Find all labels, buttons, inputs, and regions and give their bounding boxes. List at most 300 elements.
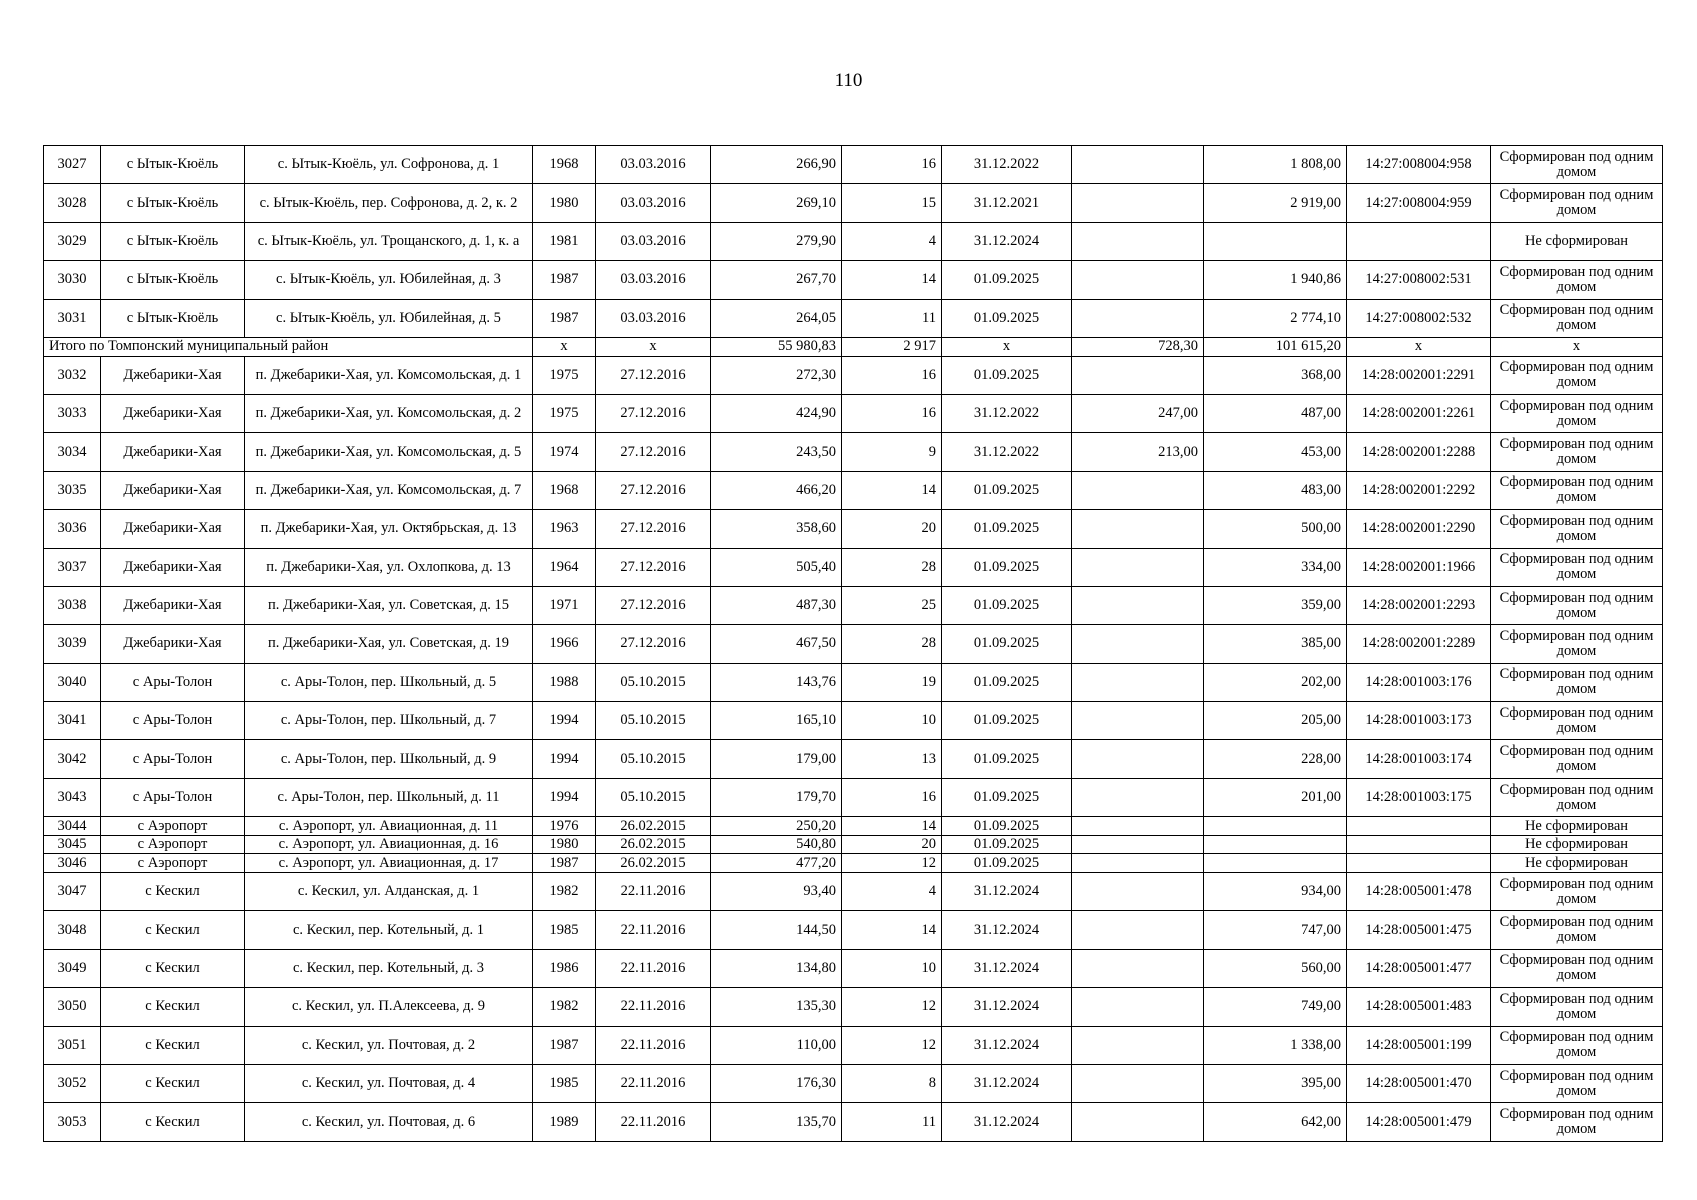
address-cell: с. Кескил, пер. Котельный, д. 1 (245, 911, 533, 949)
date-cell: 26.02.2015 (596, 817, 711, 836)
year-cell: 1994 (533, 778, 596, 816)
row-number: 3040 (44, 663, 101, 701)
row-number: 3032 (44, 356, 101, 394)
settlement-cell: с Ары-Толон (101, 778, 245, 816)
status-cell: Сформирован под одним домом (1491, 1103, 1663, 1141)
residents-cell: 8 (842, 1064, 942, 1102)
value-cell (1072, 184, 1204, 222)
status-cell: Сформирован под одним домом (1491, 1064, 1663, 1102)
table-row (44, 702, 1663, 740)
status-cell: Сформирован под одним домом (1491, 740, 1663, 778)
area-cell: 466,20 (711, 471, 842, 509)
row-number: 3030 (44, 261, 101, 299)
area-cell: 135,70 (711, 1103, 842, 1141)
value-cell (1072, 222, 1204, 260)
page-number: 110 (834, 70, 863, 91)
area-cell: 179,70 (711, 778, 842, 816)
address-cell: с. Ытык-Кюёль, ул. Софронова, д. 1 (245, 146, 533, 184)
cadastral-number-cell: 14:28:002001:2289 (1347, 625, 1491, 663)
settlement-cell: с Аэропорт (101, 835, 245, 854)
total-area: 55 980,83 (711, 337, 842, 356)
settlement-cell: с Аэропорт (101, 854, 245, 873)
area-cell: 279,90 (711, 222, 842, 260)
row-number: 3052 (44, 1064, 101, 1102)
address-cell: с. Кескил, ул. Почтовая, д. 2 (245, 1026, 533, 1064)
deadline-cell: 01.09.2025 (942, 835, 1072, 854)
residents-cell: 11 (842, 299, 942, 337)
date-cell: 03.03.2016 (596, 299, 711, 337)
date-cell: 27.12.2016 (596, 394, 711, 432)
value-cell (1072, 146, 1204, 184)
land-area-cell: 385,00 (1204, 625, 1347, 663)
address-cell: с. Кескил, ул. П.Алексеева, д. 9 (245, 988, 533, 1026)
area-cell: 135,30 (711, 988, 842, 1026)
status-cell: Сформирован под одним домом (1491, 261, 1663, 299)
land-area-cell: 359,00 (1204, 586, 1347, 624)
date-cell: 22.11.2016 (596, 988, 711, 1026)
deadline-cell: 31.12.2022 (942, 146, 1072, 184)
row-number: 3029 (44, 222, 101, 260)
value-cell (1072, 854, 1204, 873)
cadastral-number-cell: 14:28:002001:2290 (1347, 510, 1491, 548)
address-cell: с. Аэропорт, ул. Авиационная, д. 11 (245, 817, 533, 836)
row-number: 3043 (44, 778, 101, 816)
status-cell: Сформирован под одним домом (1491, 394, 1663, 432)
status-cell: Сформирован под одним домом (1491, 988, 1663, 1026)
area-cell: 110,00 (711, 1026, 842, 1064)
settlement-cell: с Кескил (101, 1103, 245, 1141)
settlement-cell: с Ытык-Кюёль (101, 184, 245, 222)
settlement-cell: Джебарики-Хая (101, 510, 245, 548)
table-row (44, 586, 1663, 624)
status-cell: Сформирован под одним домом (1491, 548, 1663, 586)
status-cell: Сформирован под одним домом (1491, 873, 1663, 911)
row-number: 3041 (44, 702, 101, 740)
table-row (44, 625, 1663, 663)
area-cell: 424,90 (711, 394, 842, 432)
deadline-cell: 01.09.2025 (942, 548, 1072, 586)
address-cell: с. Аэропорт, ул. Авиационная, д. 16 (245, 835, 533, 854)
table-row (44, 949, 1663, 987)
address-cell: п. Джебарики-Хая, ул. Охлопкова, д. 13 (245, 548, 533, 586)
cadastral-number-cell (1347, 835, 1491, 854)
table-row (44, 299, 1663, 337)
value-cell (1072, 261, 1204, 299)
year-cell: 1971 (533, 586, 596, 624)
land-area-cell: 642,00 (1204, 1103, 1347, 1141)
value-cell (1072, 873, 1204, 911)
land-area-cell: 2 774,10 (1204, 299, 1347, 337)
area-cell: 243,50 (711, 433, 842, 471)
cadastral-number-cell: 14:28:002001:2293 (1347, 586, 1491, 624)
area-cell: 179,00 (711, 740, 842, 778)
area-cell: 505,40 (711, 548, 842, 586)
cadastral-number-cell: 14:28:002001:2291 (1347, 356, 1491, 394)
residents-cell: 12 (842, 988, 942, 1026)
area-cell: 144,50 (711, 911, 842, 949)
status-cell: Сформирован под одним домом (1491, 702, 1663, 740)
cadastral-number-cell: 14:28:005001:483 (1347, 988, 1491, 1026)
address-cell: с. Ытык-Кюёль, пер. Софронова, д. 2, к. 2 (245, 184, 533, 222)
status-cell: Сформирован под одним домом (1491, 778, 1663, 816)
cadastral-number-cell (1347, 854, 1491, 873)
land-area-cell: 368,00 (1204, 356, 1347, 394)
year-cell: 1975 (533, 394, 596, 432)
table-row (44, 548, 1663, 586)
cadastral-number-cell: 14:28:005001:479 (1347, 1103, 1491, 1141)
row-number: 3050 (44, 988, 101, 1026)
cadastral-number-cell: 14:28:002001:1966 (1347, 548, 1491, 586)
row-number: 3028 (44, 184, 101, 222)
value-cell (1072, 702, 1204, 740)
residents-cell: 14 (842, 817, 942, 836)
value-cell (1072, 548, 1204, 586)
total-status: х (1491, 337, 1663, 356)
date-cell: 27.12.2016 (596, 356, 711, 394)
residents-cell: 16 (842, 394, 942, 432)
address-cell: п. Джебарики-Хая, ул. Советская, д. 15 (245, 586, 533, 624)
date-cell: 22.11.2016 (596, 911, 711, 949)
settlement-cell: Джебарики-Хая (101, 625, 245, 663)
value-cell (1072, 1103, 1204, 1141)
date-cell: 22.11.2016 (596, 949, 711, 987)
status-cell: Сформирован под одним домом (1491, 1026, 1663, 1064)
table-row (44, 510, 1663, 548)
address-cell: п. Джебарики-Хая, ул. Комсомольская, д. 5 (245, 433, 533, 471)
table-row (44, 873, 1663, 911)
year-cell: 1963 (533, 510, 596, 548)
total-deadline: х (942, 337, 1072, 356)
deadline-cell: 31.12.2024 (942, 1026, 1072, 1064)
total-value: 728,30 (1072, 337, 1204, 356)
year-cell: 1985 (533, 1064, 596, 1102)
year-cell: 1981 (533, 222, 596, 260)
date-cell: 22.11.2016 (596, 1103, 711, 1141)
value-cell (1072, 356, 1204, 394)
date-cell: 03.03.2016 (596, 146, 711, 184)
area-cell: 176,30 (711, 1064, 842, 1102)
residents-cell: 4 (842, 222, 942, 260)
date-cell: 27.12.2016 (596, 433, 711, 471)
row-number: 3037 (44, 548, 101, 586)
address-cell: с. Кескил, ул. Почтовая, д. 6 (245, 1103, 533, 1141)
value-cell (1072, 586, 1204, 624)
year-cell: 1968 (533, 471, 596, 509)
status-cell: Не сформирован (1491, 854, 1663, 873)
date-cell: 05.10.2015 (596, 740, 711, 778)
row-number: 3053 (44, 1103, 101, 1141)
deadline-cell: 01.09.2025 (942, 778, 1072, 816)
land-area-cell: 747,00 (1204, 911, 1347, 949)
cadastral-number-cell: 14:27:008002:532 (1347, 299, 1491, 337)
settlement-cell: Джебарики-Хая (101, 356, 245, 394)
value-cell (1072, 663, 1204, 701)
land-area-cell: 500,00 (1204, 510, 1347, 548)
housing-registry-table (43, 145, 1663, 1142)
row-number: 3046 (44, 854, 101, 873)
residents-cell: 14 (842, 471, 942, 509)
value-cell (1072, 911, 1204, 949)
residents-cell: 20 (842, 510, 942, 548)
residents-cell: 12 (842, 1026, 942, 1064)
address-cell: п. Джебарики-Хая, ул. Комсомольская, д. 1 (245, 356, 533, 394)
year-cell: 1987 (533, 261, 596, 299)
residents-cell: 14 (842, 261, 942, 299)
settlement-cell: с Кескил (101, 873, 245, 911)
total-residents: 2 917 (842, 337, 942, 356)
cadastral-number-cell (1347, 817, 1491, 836)
row-number: 3044 (44, 817, 101, 836)
deadline-cell: 31.12.2024 (942, 911, 1072, 949)
cadastral-number-cell: 14:28:005001:478 (1347, 873, 1491, 911)
land-area-cell: 2 919,00 (1204, 184, 1347, 222)
row-number: 3038 (44, 586, 101, 624)
date-cell: 03.03.2016 (596, 222, 711, 260)
land-area-cell (1204, 835, 1347, 854)
row-number: 3031 (44, 299, 101, 337)
year-cell: 1994 (533, 702, 596, 740)
cadastral-number-cell: 14:28:005001:470 (1347, 1064, 1491, 1102)
settlement-cell: с Ары-Толон (101, 702, 245, 740)
table-row (44, 778, 1663, 816)
area-cell: 467,50 (711, 625, 842, 663)
land-area-cell (1204, 854, 1347, 873)
area-cell: 264,05 (711, 299, 842, 337)
cadastral-number-cell: 14:28:002001:2288 (1347, 433, 1491, 471)
table-row (44, 222, 1663, 260)
residents-cell: 4 (842, 873, 942, 911)
year-cell: 1966 (533, 625, 596, 663)
year-cell: 1987 (533, 1026, 596, 1064)
cadastral-number-cell: 14:28:002001:2292 (1347, 471, 1491, 509)
land-area-cell: 201,00 (1204, 778, 1347, 816)
address-cell: с. Ары-Толон, пер. Школьный, д. 5 (245, 663, 533, 701)
land-area-cell: 934,00 (1204, 873, 1347, 911)
residents-cell: 15 (842, 184, 942, 222)
year-cell: 1968 (533, 146, 596, 184)
cadastral-number-cell: 14:28:001003:176 (1347, 663, 1491, 701)
row-number: 3033 (44, 394, 101, 432)
year-cell: 1976 (533, 817, 596, 836)
value-cell (1072, 778, 1204, 816)
status-cell: Сформирован под одним домом (1491, 663, 1663, 701)
land-area-cell: 205,00 (1204, 702, 1347, 740)
settlement-cell: с Ытык-Кюёль (101, 299, 245, 337)
deadline-cell: 01.09.2025 (942, 854, 1072, 873)
settlement-cell: с Ары-Толон (101, 663, 245, 701)
address-cell: п. Джебарики-Хая, ул. Октябрьская, д. 13 (245, 510, 533, 548)
address-cell: с. Ытык-Кюёль, ул. Юбилейная, д. 5 (245, 299, 533, 337)
deadline-cell: 31.12.2024 (942, 949, 1072, 987)
address-cell: с. Ары-Толон, пер. Школьный, д. 9 (245, 740, 533, 778)
settlement-cell: Джебарики-Хая (101, 548, 245, 586)
settlement-cell: с Кескил (101, 911, 245, 949)
total-year: х (533, 337, 596, 356)
year-cell: 1974 (533, 433, 596, 471)
status-cell: Не сформирован (1491, 835, 1663, 854)
residents-cell: 12 (842, 854, 942, 873)
deadline-cell: 01.09.2025 (942, 261, 1072, 299)
land-area-cell (1204, 817, 1347, 836)
year-cell: 1964 (533, 548, 596, 586)
status-cell: Сформирован под одним домом (1491, 949, 1663, 987)
address-cell: с. Ары-Толон, пер. Школьный, д. 11 (245, 778, 533, 816)
table-row (44, 356, 1663, 394)
table-row (44, 261, 1663, 299)
cadastral-number-cell: 14:28:005001:477 (1347, 949, 1491, 987)
land-area-cell: 334,00 (1204, 548, 1347, 586)
deadline-cell: 31.12.2024 (942, 873, 1072, 911)
date-cell: 27.12.2016 (596, 510, 711, 548)
area-cell: 165,10 (711, 702, 842, 740)
settlement-cell: с Аэропорт (101, 817, 245, 836)
year-cell: 1987 (533, 854, 596, 873)
residents-cell: 9 (842, 433, 942, 471)
date-cell: 05.10.2015 (596, 778, 711, 816)
status-cell: Сформирован под одним домом (1491, 625, 1663, 663)
date-cell: 05.10.2015 (596, 702, 711, 740)
deadline-cell: 01.09.2025 (942, 299, 1072, 337)
row-number: 3045 (44, 835, 101, 854)
value-cell (1072, 817, 1204, 836)
cadastral-number-cell: 14:28:002001:2261 (1347, 394, 1491, 432)
date-cell: 03.03.2016 (596, 184, 711, 222)
settlement-cell: Джебарики-Хая (101, 586, 245, 624)
residents-cell: 25 (842, 586, 942, 624)
status-cell: Сформирован под одним домом (1491, 433, 1663, 471)
value-cell (1072, 740, 1204, 778)
cadastral-number-cell: 14:27:008002:531 (1347, 261, 1491, 299)
settlement-cell: с Кескил (101, 988, 245, 1026)
deadline-cell: 31.12.2022 (942, 433, 1072, 471)
area-cell: 269,10 (711, 184, 842, 222)
table-row (44, 471, 1663, 509)
status-cell: Сформирован под одним домом (1491, 911, 1663, 949)
year-cell: 1975 (533, 356, 596, 394)
value-cell (1072, 510, 1204, 548)
deadline-cell: 01.09.2025 (942, 663, 1072, 701)
settlement-cell: с Кескил (101, 1064, 245, 1102)
area-cell: 143,76 (711, 663, 842, 701)
row-number: 3034 (44, 433, 101, 471)
date-cell: 22.11.2016 (596, 1026, 711, 1064)
land-area-cell: 1 808,00 (1204, 146, 1347, 184)
date-cell: 22.11.2016 (596, 1064, 711, 1102)
residents-cell: 16 (842, 356, 942, 394)
row-number: 3035 (44, 471, 101, 509)
cadastral-number-cell (1347, 222, 1491, 260)
address-cell: п. Джебарики-Хая, ул. Комсомольская, д. 7 (245, 471, 533, 509)
value-cell: 247,00 (1072, 394, 1204, 432)
deadline-cell: 31.12.2024 (942, 988, 1072, 1026)
land-area-cell (1204, 222, 1347, 260)
row-number: 3048 (44, 911, 101, 949)
address-cell: с. Ытык-Кюёль, ул. Юбилейная, д. 3 (245, 261, 533, 299)
table-row (44, 988, 1663, 1026)
year-cell: 1980 (533, 835, 596, 854)
status-cell: Сформирован под одним домом (1491, 356, 1663, 394)
residents-cell: 16 (842, 146, 942, 184)
year-cell: 1982 (533, 988, 596, 1026)
status-cell: Сформирован под одним домом (1491, 146, 1663, 184)
value-cell (1072, 1064, 1204, 1102)
total-date: х (596, 337, 711, 356)
table-row (44, 740, 1663, 778)
address-cell: п. Джебарики-Хая, ул. Советская, д. 19 (245, 625, 533, 663)
date-cell: 22.11.2016 (596, 873, 711, 911)
address-cell: с. Кескил, ул. Почтовая, д. 4 (245, 1064, 533, 1102)
value-cell (1072, 1026, 1204, 1064)
table-row (44, 663, 1663, 701)
deadline-cell: 01.09.2025 (942, 740, 1072, 778)
status-cell: Сформирован под одним домом (1491, 471, 1663, 509)
deadline-cell: 31.12.2021 (942, 184, 1072, 222)
cadastral-number-cell: 14:28:005001:199 (1347, 1026, 1491, 1064)
value-cell: 213,00 (1072, 433, 1204, 471)
residents-cell: 10 (842, 949, 942, 987)
status-cell: Сформирован под одним домом (1491, 586, 1663, 624)
table-row (44, 911, 1663, 949)
value-cell (1072, 299, 1204, 337)
year-cell: 1989 (533, 1103, 596, 1141)
cadastral-number-cell: 14:28:001003:174 (1347, 740, 1491, 778)
year-cell: 1986 (533, 949, 596, 987)
land-area-cell: 202,00 (1204, 663, 1347, 701)
year-cell: 1982 (533, 873, 596, 911)
table-row (44, 433, 1663, 471)
area-cell: 93,40 (711, 873, 842, 911)
status-cell: Не сформирован (1491, 817, 1663, 836)
table-row (44, 835, 1663, 854)
area-cell: 250,20 (711, 817, 842, 836)
table-row (44, 817, 1663, 836)
settlement-cell: с Ары-Толон (101, 740, 245, 778)
settlement-cell: с Ытык-Кюёль (101, 261, 245, 299)
status-cell: Сформирован под одним домом (1491, 184, 1663, 222)
residents-cell: 28 (842, 625, 942, 663)
cadastral-number-cell: 14:27:008004:959 (1347, 184, 1491, 222)
address-cell: с. Аэропорт, ул. Авиационная, д. 17 (245, 854, 533, 873)
address-cell: с. Ары-Толон, пер. Школьный, д. 7 (245, 702, 533, 740)
row-number: 3049 (44, 949, 101, 987)
total-row (44, 337, 1663, 356)
table-row (44, 854, 1663, 873)
area-cell: 266,90 (711, 146, 842, 184)
total-cadastral: х (1347, 337, 1491, 356)
year-cell: 1985 (533, 911, 596, 949)
deadline-cell: 01.09.2025 (942, 817, 1072, 836)
date-cell: 27.12.2016 (596, 586, 711, 624)
address-cell: с. Ытык-Кюёль, ул. Трощанского, д. 1, к. а (245, 222, 533, 260)
residents-cell: 14 (842, 911, 942, 949)
value-cell (1072, 988, 1204, 1026)
area-cell: 267,70 (711, 261, 842, 299)
date-cell: 26.02.2015 (596, 835, 711, 854)
date-cell: 27.12.2016 (596, 471, 711, 509)
row-number: 3036 (44, 510, 101, 548)
area-cell: 487,30 (711, 586, 842, 624)
settlement-cell: с Кескил (101, 1026, 245, 1064)
date-cell: 27.12.2016 (596, 548, 711, 586)
row-number: 3051 (44, 1026, 101, 1064)
cadastral-number-cell: 14:27:008004:958 (1347, 146, 1491, 184)
residents-cell: 19 (842, 663, 942, 701)
value-cell (1072, 471, 1204, 509)
area-cell: 540,80 (711, 835, 842, 854)
deadline-cell: 31.12.2024 (942, 1064, 1072, 1102)
deadline-cell: 01.09.2025 (942, 471, 1072, 509)
date-cell: 26.02.2015 (596, 854, 711, 873)
